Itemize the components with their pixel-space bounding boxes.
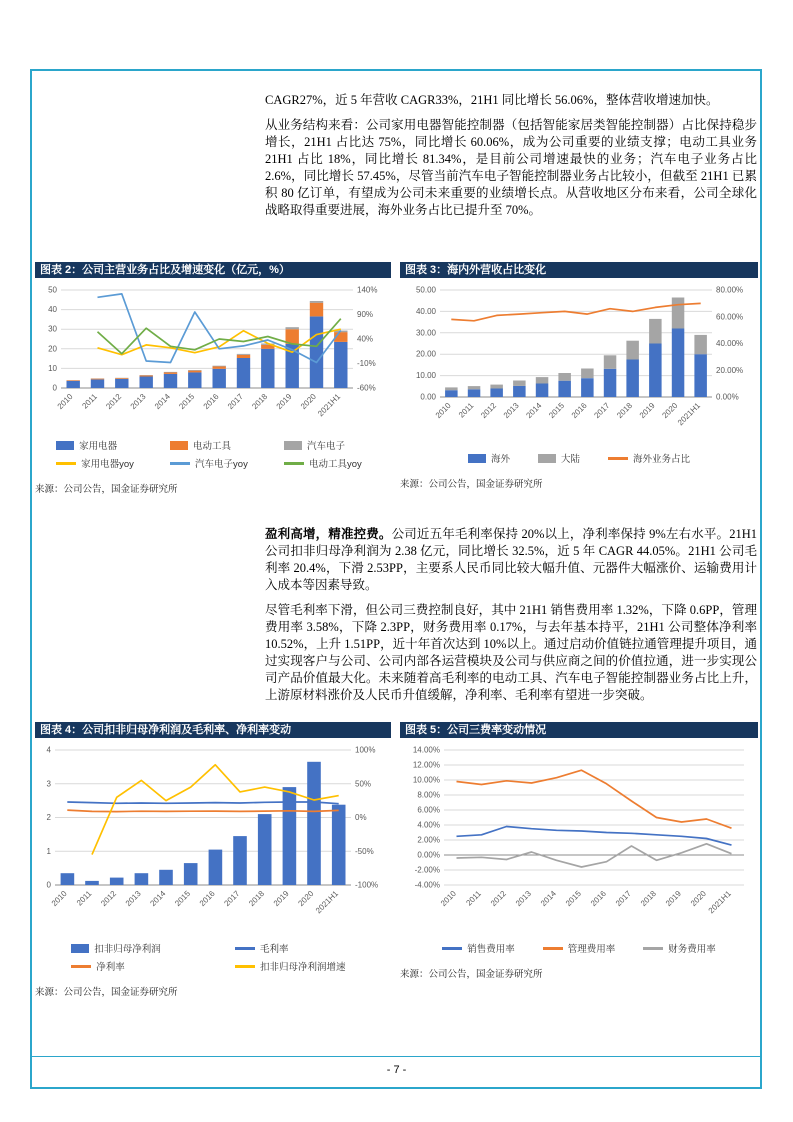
- svg-text:2016: 2016: [569, 401, 589, 420]
- body-text-middle: [265, 526, 757, 712]
- legend-item: [270, 454, 384, 472]
- svg-text:2012: 2012: [99, 889, 119, 908]
- svg-text:-2.00%: -2.00%: [414, 865, 440, 875]
- legend-swatch: [71, 944, 89, 953]
- legend-label: 大陆: [560, 454, 580, 465]
- svg-text:90%: 90%: [357, 310, 374, 319]
- svg-text:2021H1: 2021H1: [313, 889, 341, 916]
- paragraph-expense-control: 尽管毛利率下滑，但公司三费控制良好，其中 21H1 销售费用率 1.32%，下降 0.6PP，管理费用率 3.58%，下降 2.3PP，财务费用率 0.17%，与去年基本持平，21H1 公司整体净利率 10.52%，上升 1.51PP，近十年首次达到 10%以上。通过启动价值链拉通管理提升项目，通过实现客户与公司、公司内部各运营模块及公司与供应商之间的价值拉通，进一步实现公司产品价值最大化。未来随着高毛利率的电动工具、汽车电子智能控制器业务占比上升，上游原材料涨价及人民币升值缓解，净利率、毛利率有望进一步突破。: [265, 603, 757, 702]
- legend-label: 财务费用率: [668, 944, 716, 955]
- svg-text:30.00: 30.00: [415, 328, 436, 338]
- svg-text:2: 2: [46, 813, 51, 822]
- legend-line-marker: [442, 947, 462, 950]
- svg-text:3: 3: [46, 779, 51, 789]
- legend-item: [156, 436, 270, 454]
- paragraph-profitability: [265, 526, 757, 594]
- svg-text:2012: 2012: [479, 401, 499, 420]
- svg-text:2021H1: 2021H1: [706, 889, 733, 916]
- legend-label: 汽车电子: [306, 441, 345, 452]
- legend-item: [49, 939, 213, 957]
- svg-text:8.00%: 8.00%: [417, 790, 440, 800]
- figure-3-title: 图表 3：海内外营收占比变化: [400, 262, 758, 278]
- svg-text:2015: 2015: [547, 401, 567, 420]
- svg-text:2010: 2010: [433, 401, 453, 420]
- svg-text:20.00: 20.00: [415, 349, 436, 359]
- legend-item: [442, 939, 515, 957]
- svg-text:2020: 2020: [660, 401, 680, 420]
- legend-item: [42, 436, 156, 454]
- svg-text:-4.00%: -4.00%: [414, 880, 440, 890]
- svg-text:2017: 2017: [592, 401, 612, 420]
- legend-item: [468, 449, 510, 467]
- svg-text:2018: 2018: [247, 889, 267, 908]
- svg-text:2011: 2011: [464, 889, 483, 908]
- figure-2: [35, 262, 391, 495]
- page-border-right: [760, 69, 762, 1089]
- legend-swatch: [284, 441, 302, 450]
- legend-swatch: [170, 441, 188, 450]
- svg-text:6.00%: 6.00%: [417, 805, 440, 815]
- svg-text:2019: 2019: [271, 889, 291, 908]
- svg-text:0.00%: 0.00%: [417, 850, 440, 860]
- legend-item: [156, 454, 270, 472]
- legend-swatch: [56, 441, 74, 450]
- svg-text:10.00%: 10.00%: [412, 775, 440, 785]
- figure-5-title: 图表 5：公司三费率变动情况: [400, 722, 758, 738]
- svg-text:14.00%: 14.00%: [412, 745, 440, 755]
- svg-text:40%: 40%: [357, 334, 374, 344]
- svg-text:0: 0: [46, 880, 51, 890]
- svg-text:2015: 2015: [177, 392, 197, 411]
- svg-text:2021H1: 2021H1: [675, 401, 703, 428]
- svg-text:2018: 2018: [638, 889, 658, 908]
- svg-text:4.00%: 4.00%: [417, 820, 440, 830]
- paragraph-lead-bold: 盈利高增，精准控费。: [265, 527, 392, 541]
- legend-label: 电动工具yoy: [308, 459, 362, 470]
- legend-label: 电动工具: [193, 441, 232, 452]
- legend-swatch: [468, 454, 486, 463]
- svg-text:2019: 2019: [663, 889, 683, 908]
- svg-text:60.00%: 60.00%: [716, 312, 744, 322]
- svg-text:2014: 2014: [538, 889, 558, 908]
- legend-item: [49, 957, 213, 975]
- svg-text:2012: 2012: [104, 392, 124, 411]
- legend-label: 扣非归母净利润: [94, 944, 161, 955]
- svg-text:1: 1: [46, 846, 51, 856]
- svg-text:2017: 2017: [222, 889, 242, 908]
- svg-text:2015: 2015: [563, 889, 583, 908]
- svg-text:2010: 2010: [55, 392, 75, 411]
- svg-text:10.00: 10.00: [415, 371, 436, 381]
- svg-text:0.00: 0.00: [420, 392, 436, 402]
- legend-item: [213, 957, 377, 975]
- svg-text:2020: 2020: [688, 889, 708, 908]
- figure-5: [400, 722, 758, 980]
- figure-3-legend: [400, 449, 758, 467]
- figure-5-legend: [400, 939, 758, 957]
- svg-text:2010: 2010: [49, 889, 69, 908]
- figure-3: [400, 262, 758, 490]
- legend-label: 海外: [490, 454, 510, 465]
- svg-text:2014: 2014: [524, 401, 544, 420]
- paragraph-profitability-text: 公司近五年毛利率保持 20%以上，净利率保持 9%左右水平。21H1 公司扣非归母净利润为 2.38 亿元，同比增长 32.5%，近 5 年 CAGR 44.05%。21H1 公司毛利率 20.4%，下滑 2.53PP，主要系人民币同比较大幅升值、元器件大幅涨价、运输费用计入成本等因素导致。: [265, 527, 757, 592]
- figure-3-source: 来源：公司公告，国金证券研究所: [400, 480, 543, 490]
- svg-text:2010: 2010: [438, 889, 458, 908]
- svg-text:4: 4: [46, 745, 51, 755]
- legend-line-marker: [543, 947, 563, 950]
- figure-2-legend: [35, 436, 391, 472]
- svg-text:2011: 2011: [456, 401, 476, 420]
- svg-text:0%: 0%: [355, 813, 367, 822]
- legend-line-marker: [56, 462, 76, 465]
- svg-text:-10%: -10%: [357, 359, 376, 368]
- svg-text:2019: 2019: [637, 401, 657, 420]
- legend-line-marker: [643, 947, 663, 950]
- svg-text:2016: 2016: [201, 392, 221, 411]
- svg-text:2013: 2013: [501, 401, 521, 420]
- legend-label: 管理费用率: [567, 944, 616, 955]
- svg-text:20.00%: 20.00%: [716, 365, 744, 375]
- svg-text:2013: 2013: [513, 889, 533, 908]
- legend-label: 净利率: [96, 962, 125, 973]
- svg-text:10: 10: [48, 363, 57, 373]
- svg-text:80.00%: 80.00%: [716, 285, 744, 295]
- svg-text:140%: 140%: [357, 285, 378, 295]
- legend-line-marker: [170, 462, 190, 465]
- svg-text:0: 0: [52, 383, 57, 393]
- page-border-left: [30, 69, 32, 1089]
- svg-text:2013: 2013: [123, 889, 143, 908]
- svg-text:2011: 2011: [80, 392, 99, 411]
- svg-text:2016: 2016: [197, 889, 217, 908]
- paragraph-business-structure: 从业务结构来看：公司家用电器智能控制器（包括智能家居类智能控制器）占比保持稳步增长，21H1 占比达 75%，同比增长 60.06%，成为公司重要的业绩支撑；电动工具业务 21H1 占比 18%，同比增长 81.34%，是目前公司增速最快的业务；汽车电子业务占比 2.6%，同比增长 57.45%，尽管当前汽车电子智能控制器业务占比较小，但截至 21H1 已累积 80 亿订单，有望成为公司未来重要的业绩增长点。从营收地区分布来看，公司全球化战略取得重要进展，海外业务占比已提升至 70%。: [265, 118, 757, 217]
- svg-text:0.00%: 0.00%: [716, 392, 739, 402]
- svg-text:2017: 2017: [613, 889, 633, 908]
- page-number: - 7 -: [386, 1064, 407, 1076]
- legend-item: [270, 436, 384, 454]
- legend-line-marker: [608, 457, 628, 460]
- svg-text:2020: 2020: [296, 889, 316, 908]
- svg-text:100%: 100%: [355, 745, 376, 755]
- svg-text:40: 40: [48, 305, 57, 315]
- svg-text:2011: 2011: [74, 889, 94, 908]
- legend-label: 家用电器: [79, 441, 118, 452]
- svg-text:40.00: 40.00: [415, 306, 436, 316]
- figure-5-chart: [400, 742, 756, 937]
- svg-text:-50%: -50%: [355, 846, 374, 856]
- figure-4-title: 图表 4：公司扣非归母净利润及毛利率、净利率变动: [35, 722, 391, 738]
- figure-4-legend: [35, 939, 391, 975]
- svg-text:2012: 2012: [488, 889, 508, 908]
- svg-text:2014: 2014: [152, 392, 172, 411]
- legend-item: [538, 449, 580, 467]
- svg-text:2019: 2019: [274, 392, 294, 411]
- svg-text:50: 50: [48, 285, 57, 295]
- body-text-top: [265, 92, 757, 227]
- svg-text:2014: 2014: [148, 889, 168, 908]
- svg-text:2015: 2015: [173, 889, 193, 908]
- legend-swatch: [538, 454, 556, 463]
- legend-line-marker: [235, 947, 255, 950]
- svg-text:2013: 2013: [128, 392, 148, 411]
- figure-4: [35, 722, 391, 998]
- svg-text:20: 20: [48, 344, 57, 354]
- footer-divider: [30, 1056, 762, 1057]
- figure-5-source: 来源：公司公告，国金证券研究所: [400, 970, 543, 980]
- figure-3-chart: [400, 282, 756, 447]
- svg-text:2016: 2016: [588, 889, 608, 908]
- legend-item: [213, 939, 377, 957]
- paragraph-revenue-growth: CAGR27%，近 5 年营收 CAGR33%，21H1 同比增长 56.06%，整体营收增速加快。: [265, 93, 719, 107]
- legend-label: 销售费用率: [467, 944, 515, 955]
- svg-text:-100%: -100%: [355, 880, 379, 890]
- page-border-bottom: [30, 1087, 762, 1089]
- legend-line-marker: [235, 965, 255, 968]
- figure-4-chart: [35, 742, 389, 937]
- svg-text:2018: 2018: [250, 392, 270, 411]
- svg-text:2017: 2017: [225, 392, 245, 411]
- legend-line-marker: [284, 462, 304, 465]
- figure-2-source: 来源：公司公告，国金证券研究所: [35, 485, 178, 495]
- svg-text:12.00%: 12.00%: [412, 760, 440, 770]
- svg-text:-60%: -60%: [357, 383, 376, 393]
- legend-item: [608, 449, 690, 467]
- svg-text:2.00%: 2.00%: [417, 835, 440, 845]
- legend-item: [543, 939, 616, 957]
- legend-item: [42, 454, 156, 472]
- svg-text:50.00: 50.00: [415, 285, 436, 295]
- legend-label: 毛利率: [260, 944, 289, 955]
- legend-label: 家用电器yoy: [81, 459, 134, 470]
- svg-text:2020: 2020: [298, 392, 318, 411]
- legend-label: 海外业务占比: [633, 454, 691, 465]
- figure-4-source: 来源：公司公告，国金证券研究所: [35, 988, 178, 998]
- figure-2-title: 图表 2：公司主营业务占比及增速变化（亿元，%）: [35, 262, 391, 278]
- legend-line-marker: [71, 965, 91, 968]
- legend-label: 扣非归母净利润增速: [260, 962, 346, 973]
- svg-text:50%: 50%: [355, 779, 372, 789]
- figure-2-chart: [35, 282, 389, 434]
- page-border-top: [30, 69, 762, 71]
- svg-text:40.00%: 40.00%: [716, 339, 744, 348]
- legend-item: [643, 939, 716, 957]
- legend-label: 汽车电子yoy: [195, 459, 248, 470]
- svg-text:2018: 2018: [615, 401, 635, 420]
- svg-text:2021H1: 2021H1: [316, 392, 343, 419]
- svg-text:30: 30: [48, 324, 57, 334]
